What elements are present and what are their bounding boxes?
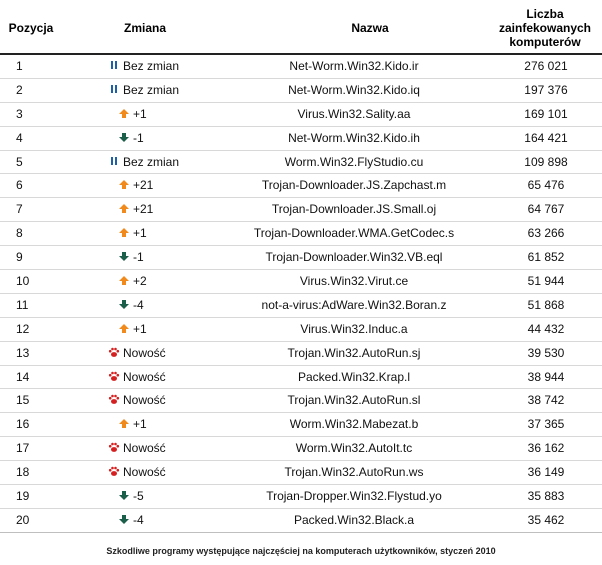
row-change [118, 246, 228, 269]
row-change [108, 437, 218, 460]
row-malware-name: Trojan-Downloader.JS.Zapchast.m [261, 178, 447, 193]
row-change-label: Bez zmian [123, 59, 180, 73]
table-row [0, 174, 602, 198]
table-row [0, 318, 602, 342]
row-malware-name: Trojan-Dropper.Win32.Flystud.yo [266, 489, 442, 504]
row-change [108, 55, 218, 78]
row-malware-name: Trojan-Downloader.WMA.GetCodec.s [253, 226, 455, 241]
table-row [0, 413, 602, 437]
row-change-label: Nowość [123, 369, 166, 384]
row-position: 19 [16, 489, 30, 504]
row-change [108, 342, 218, 365]
header-count-line3: komputerów [509, 35, 581, 49]
row-change-label: +1 [133, 106, 147, 121]
row-change-label: +1 [133, 321, 147, 336]
row-change [108, 461, 218, 484]
row-malware-name: Virus.Win32.Virut.ce [299, 274, 409, 289]
row-change [118, 127, 228, 150]
row-change-label: +21 [133, 178, 154, 193]
arrow-up-icon [118, 227, 130, 238]
row-malware-name: Packed.Win32.Krap.l [297, 369, 411, 384]
row-change [118, 270, 228, 293]
row-malware-name: Net-Worm.Win32.Kido.ih [288, 130, 420, 145]
row-infected-count: 44 432 [527, 321, 565, 336]
row-infected-count: 51 868 [527, 297, 565, 312]
row-infected-count: 65 476 [527, 178, 565, 193]
arrow-down-icon [118, 490, 130, 501]
row-malware-name: Packed.Win32.Black.a [293, 512, 415, 527]
row-malware-name: Trojan.Win32.AutoRun.sl [287, 393, 421, 408]
row-change [118, 222, 228, 245]
table-row [0, 103, 602, 127]
table-row [0, 198, 602, 222]
row-change-label: +21 [133, 202, 154, 217]
row-infected-count: 276 021 [524, 59, 568, 73]
paw-icon [108, 371, 120, 382]
header-position: Pozycja [8, 21, 54, 35]
arrow-up-icon [118, 323, 130, 334]
row-position: 17 [16, 441, 30, 456]
row-change-label: Bez zmian [123, 82, 180, 97]
row-malware-name: Trojan-Downloader.Win32.VB.eql [265, 250, 443, 265]
row-malware-name: Worm.Win32.AutoIt.tc [295, 441, 413, 456]
row-infected-count: 36 149 [527, 465, 565, 480]
row-change-label: Nowość [123, 393, 166, 408]
row-change-label: +2 [133, 274, 147, 289]
table-row [0, 55, 602, 79]
row-infected-count: 36 162 [527, 441, 565, 456]
table-row [0, 246, 602, 270]
row-change-label: -1 [133, 250, 144, 265]
row-position: 10 [16, 274, 30, 289]
row-position: 14 [16, 369, 30, 384]
row-malware-name: Virus.Win32.Sality.aa [297, 106, 411, 121]
arrow-up-icon [118, 275, 130, 286]
table-row [0, 366, 602, 390]
row-change [108, 389, 218, 412]
table-row [0, 222, 602, 246]
table-row [0, 294, 602, 318]
row-change-label: -1 [133, 130, 144, 145]
row-position: 16 [16, 417, 30, 432]
row-change-label: -5 [133, 489, 144, 504]
row-position: 11 [16, 297, 29, 312]
row-change [118, 103, 228, 126]
header-change: Zmiana [123, 21, 166, 35]
row-malware-name: Net-Worm.Win32.Kido.iq [288, 82, 420, 97]
row-change-label: Nowość [123, 441, 166, 456]
row-position: 2 [16, 82, 23, 97]
arrow-down-icon [118, 514, 130, 525]
table-row [0, 485, 602, 509]
row-position: 5 [16, 154, 23, 169]
table-row [0, 127, 602, 151]
row-infected-count: 169 101 [524, 106, 568, 121]
table-row [0, 461, 602, 485]
table-row [0, 342, 602, 366]
row-infected-count: 35 462 [527, 512, 565, 527]
row-change-label: +1 [133, 417, 147, 432]
header-name: Nazwa [351, 21, 389, 35]
header-count-line2: zainfekowanych [498, 21, 592, 35]
header-count-line1: Liczba [526, 7, 564, 21]
row-change [118, 198, 228, 221]
row-infected-count: 39 530 [527, 345, 565, 360]
row-position: 18 [16, 465, 30, 480]
row-malware-name: not-a-virus:AdWare.Win32.Boran.z [261, 297, 447, 312]
row-malware-name: Worm.Win32.Mabezat.b [289, 417, 419, 432]
pause-icon [108, 84, 120, 95]
pause-icon [108, 156, 120, 167]
row-change [108, 79, 218, 102]
table-row [0, 79, 602, 103]
pause-icon [108, 60, 120, 71]
row-infected-count: 164 421 [524, 130, 568, 145]
paw-icon [108, 347, 120, 358]
paw-icon [108, 442, 120, 453]
row-infected-count: 38 944 [527, 369, 565, 384]
row-change-label: -4 [133, 512, 144, 527]
arrow-down-icon [118, 299, 130, 310]
row-position: 20 [16, 512, 30, 527]
table-row [0, 509, 602, 533]
table-body [0, 55, 602, 533]
row-malware-name: Trojan.Win32.AutoRun.sj [287, 345, 421, 360]
row-infected-count: 63 266 [527, 226, 565, 241]
table-row [0, 389, 602, 413]
paw-icon [108, 466, 120, 477]
row-position: 3 [16, 106, 23, 121]
row-position: 7 [16, 202, 23, 217]
row-change [118, 174, 228, 197]
table-caption: Szkodliwe programy występujące najczęściej na komputerach użytkowników, styczeń 2010 [106, 546, 496, 556]
row-change [118, 413, 228, 436]
row-malware-name: Trojan-Downloader.JS.Small.oj [271, 202, 437, 217]
row-malware-name: Virus.Win32.Induc.a [300, 321, 408, 336]
row-change [108, 366, 218, 389]
row-change-label: Nowość [123, 465, 166, 480]
row-infected-count: 35 883 [527, 489, 565, 504]
row-position: 13 [16, 345, 30, 360]
row-malware-name: Net-Worm.Win32.Kido.ir [289, 59, 419, 73]
row-change-label: +1 [133, 226, 147, 241]
row-infected-count: 37 365 [527, 417, 565, 432]
row-infected-count: 51 944 [527, 274, 565, 289]
table-row [0, 270, 602, 294]
row-position: 8 [16, 226, 23, 241]
arrow-up-icon [118, 203, 130, 214]
row-change-label: Nowość [123, 345, 166, 360]
paw-icon [108, 394, 120, 405]
row-position: 9 [16, 250, 23, 265]
arrow-down-icon [118, 251, 130, 262]
row-change [118, 318, 228, 341]
row-position: 1 [16, 59, 23, 73]
row-position: 4 [16, 130, 23, 145]
arrow-up-icon [118, 108, 130, 119]
row-infected-count: 64 767 [527, 202, 565, 217]
row-change-label: Bez zmian [123, 154, 180, 169]
row-infected-count: 61 852 [527, 250, 565, 265]
row-change [118, 485, 228, 508]
row-change-label: -4 [133, 297, 144, 312]
table-header [0, 0, 602, 55]
row-infected-count: 197 376 [524, 82, 568, 97]
row-change [108, 151, 218, 174]
row-infected-count: 109 898 [524, 154, 568, 169]
row-position: 12 [16, 321, 30, 336]
arrow-up-icon [118, 179, 130, 190]
table-row [0, 151, 602, 175]
row-position: 15 [16, 393, 30, 408]
row-change [118, 509, 228, 532]
row-malware-name: Worm.Win32.FlyStudio.cu [284, 154, 424, 169]
row-malware-name: Trojan.Win32.AutoRun.ws [284, 465, 424, 480]
arrow-up-icon [118, 418, 130, 429]
table-row [0, 437, 602, 461]
header-infected-count [492, 7, 598, 49]
row-position: 6 [16, 178, 23, 193]
arrow-down-icon [118, 132, 130, 143]
row-change [118, 294, 228, 317]
row-infected-count: 38 742 [527, 393, 565, 408]
